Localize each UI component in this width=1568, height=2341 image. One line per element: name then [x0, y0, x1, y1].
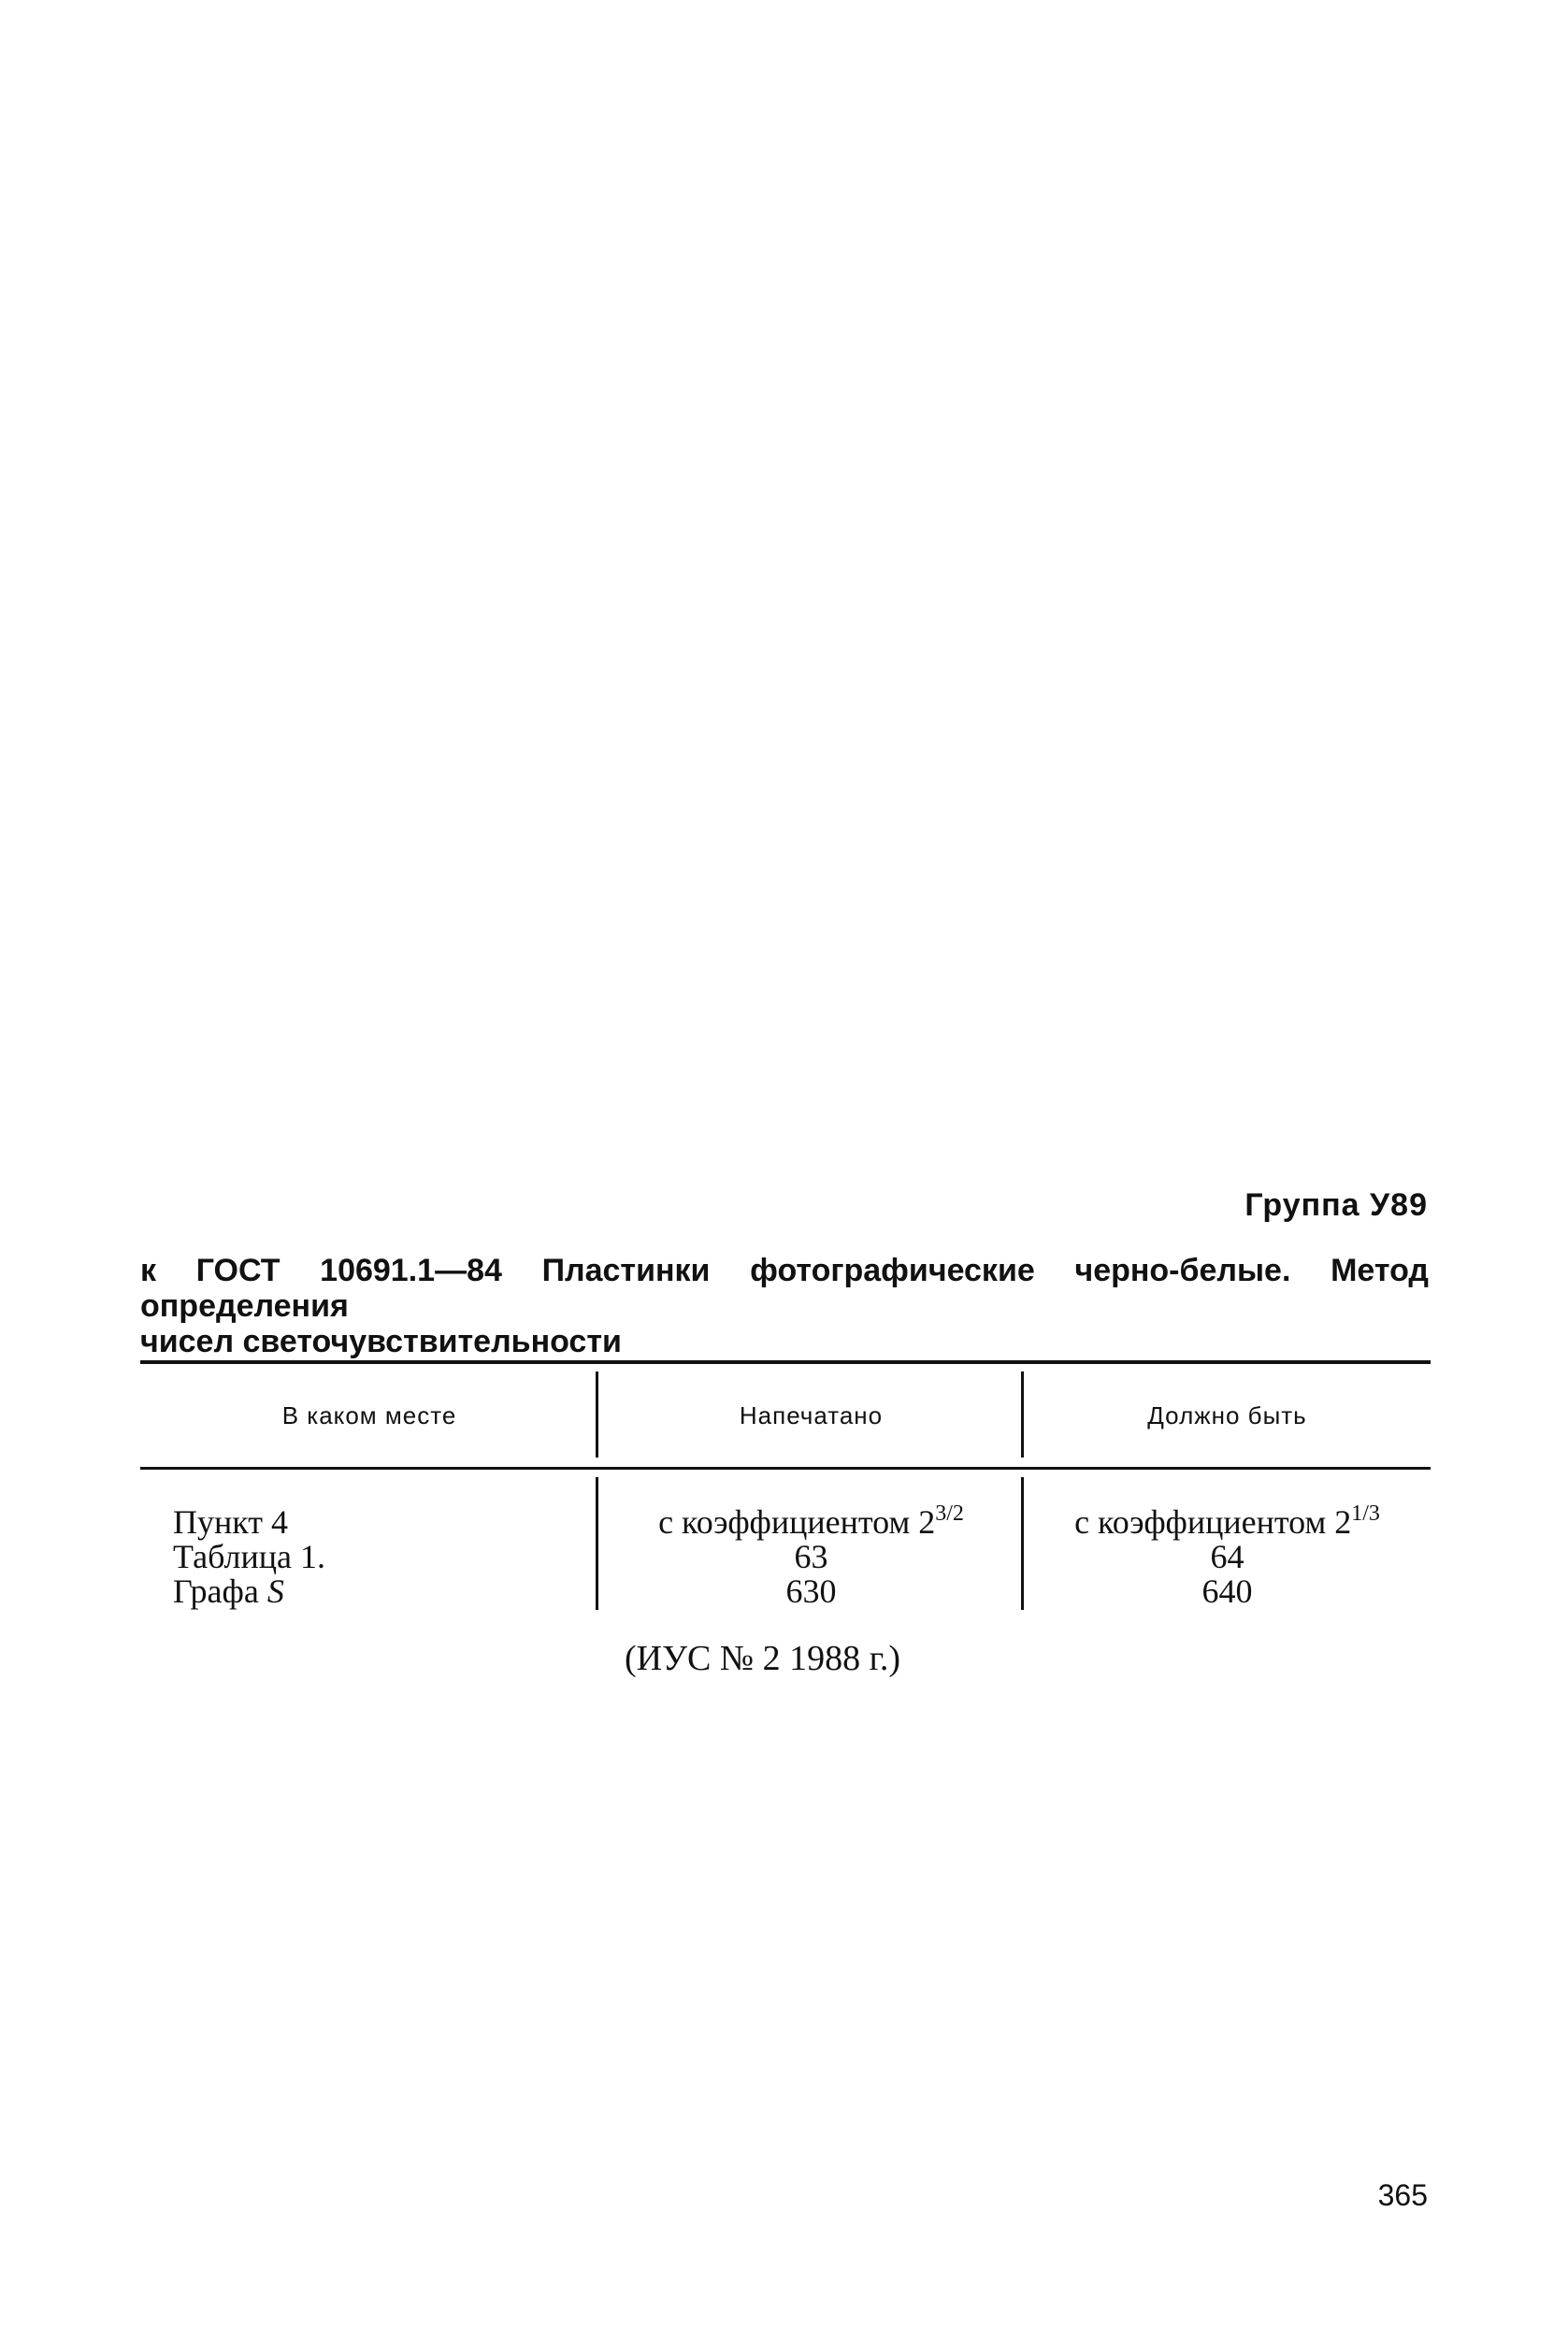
header-cell-place [140, 1364, 598, 1467]
column-prefix: Графа [173, 1573, 267, 1610]
should-be-value-640: 640 [1201, 1573, 1253, 1610]
column-symbol: S [266, 1573, 284, 1610]
header-cell-printed [598, 1364, 1024, 1467]
printed-coefficient [598, 1501, 1024, 1541]
place-cell [140, 1470, 598, 1619]
page-number: 365 [1377, 2178, 1428, 2212]
printed-coef-text: с коэффициентом 2 [658, 1503, 936, 1541]
title-line-1: к ГОСТ 10691.1—84 Пластинки фотографические черно-белые. Метод определения [140, 1253, 1429, 1324]
corrections-table [140, 1360, 1431, 1619]
header-should-be-label: Должно быть [1147, 1400, 1307, 1429]
place-item-point: Пункт 4 [173, 1503, 289, 1541]
table-header-row [140, 1364, 1431, 1467]
printed-value-63: 63 [794, 1538, 828, 1575]
header-place-label: В каком месте [281, 1400, 457, 1429]
document-title [140, 1253, 1429, 1359]
printed-cell [598, 1470, 1024, 1619]
place-item-column [173, 1574, 598, 1609]
place-item-table: Таблица 1. [173, 1538, 325, 1575]
should-be-coef-text: с коэффициентом 2 [1074, 1503, 1352, 1541]
group-label: Группа У89 [1244, 1187, 1428, 1223]
should-be-coef-exponent: 1/3 [1351, 1501, 1380, 1526]
should-be-coefficient [1024, 1501, 1431, 1541]
header-printed-label: Напечатано [739, 1400, 884, 1429]
source-footnote: (ИУС № 2 1988 г.) [625, 1639, 901, 1678]
printed-coef-exponent: 3/2 [935, 1501, 964, 1526]
table-row [140, 1470, 1431, 1619]
header-cell-should-be [1024, 1364, 1431, 1467]
should-be-value-64: 64 [1210, 1538, 1244, 1575]
printed-value-630: 630 [785, 1573, 837, 1610]
should-be-cell [1024, 1470, 1431, 1619]
title-line-2: чисел светочувствительности [140, 1324, 622, 1359]
